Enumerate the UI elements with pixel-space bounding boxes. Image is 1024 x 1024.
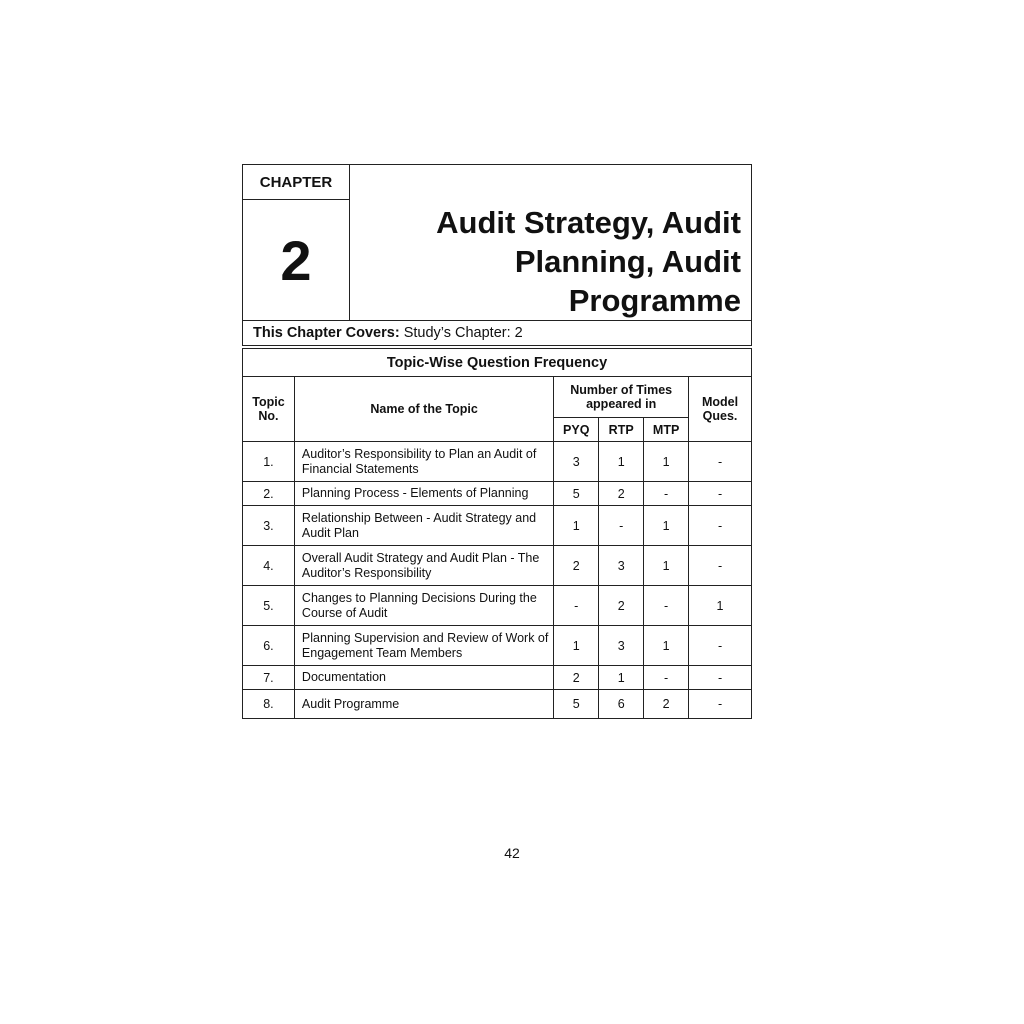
table-row — [243, 442, 752, 482]
chapter-label: CHAPTER — [243, 165, 350, 200]
table-row — [243, 666, 752, 690]
header-rtp: RTP — [599, 418, 644, 442]
rtp-cell: - — [599, 506, 644, 546]
mtp-cell: 2 — [644, 690, 689, 719]
header-mtp: MTP — [644, 418, 689, 442]
topic-name-cell: Audit Programme — [294, 690, 553, 719]
pyq-cell: - — [554, 586, 599, 626]
topic-frequency-table — [242, 348, 752, 719]
pyq-cell: 1 — [554, 626, 599, 666]
topic-name-cell: Overall Audit Strategy and Audit Plan - The Auditor’s Responsibility — [294, 546, 553, 586]
header-topic-name: Name of the Topic — [294, 377, 553, 442]
mtp-cell: 1 — [644, 506, 689, 546]
mtp-cell: - — [644, 482, 689, 506]
header-times-appeared: Number of Times appeared in — [554, 377, 689, 418]
model-ques-cell: - — [689, 506, 752, 546]
header-pyq: PYQ — [554, 418, 599, 442]
rtp-cell: 1 — [599, 666, 644, 690]
table-title: Topic-Wise Question Frequency — [243, 349, 752, 377]
covers-label: This Chapter Covers: — [253, 325, 400, 341]
table-row — [243, 546, 752, 586]
topic-name-cell: Documentation — [294, 666, 553, 690]
pyq-cell: 2 — [554, 666, 599, 690]
rtp-cell: 3 — [599, 546, 644, 586]
mtp-cell: 1 — [644, 546, 689, 586]
topic-no-cell: 5. — [243, 586, 295, 626]
topic-name-cell: Changes to Planning Decisions During the Course of Audit — [294, 586, 553, 626]
model-ques-cell: - — [689, 442, 752, 482]
topic-name-cell: Relationship Between - Audit Strategy and Audit Plan — [294, 506, 553, 546]
pyq-cell: 1 — [554, 506, 599, 546]
model-ques-cell: - — [689, 626, 752, 666]
page-number: 42 — [504, 845, 520, 861]
topic-name-cell: Planning Supervision and Review of Work of Engagement Team Members — [294, 626, 553, 666]
mtp-cell: - — [644, 666, 689, 690]
model-ques-cell: - — [689, 546, 752, 586]
pyq-cell: 3 — [554, 442, 599, 482]
topic-no-cell: 4. — [243, 546, 295, 586]
topic-no-cell: 2. — [243, 482, 295, 506]
model-ques-cell: - — [689, 482, 752, 506]
topic-no-cell: 7. — [243, 666, 295, 690]
topic-no-cell: 8. — [243, 690, 295, 719]
chapter-header — [242, 164, 752, 346]
table-row — [243, 690, 752, 719]
table-row — [243, 482, 752, 506]
pyq-cell: 5 — [554, 690, 599, 719]
mtp-cell: - — [644, 586, 689, 626]
rtp-cell: 2 — [599, 482, 644, 506]
table-row — [243, 586, 752, 626]
pyq-cell: 5 — [554, 482, 599, 506]
model-ques-cell: - — [689, 666, 752, 690]
topic-no-cell: 3. — [243, 506, 295, 546]
topic-name-cell: Auditor’s Responsibility to Plan an Audit of Financial Statements — [294, 442, 553, 482]
rtp-cell: 1 — [599, 442, 644, 482]
table-row — [243, 506, 752, 546]
rtp-cell: 6 — [599, 690, 644, 719]
header-model-ques: Model Ques. — [689, 377, 752, 442]
topic-no-cell: 1. — [243, 442, 295, 482]
rtp-cell: 3 — [599, 626, 644, 666]
topic-no-cell: 6. — [243, 626, 295, 666]
chapter-number: 2 — [243, 200, 350, 320]
header-topic-no: Topic No. — [243, 377, 295, 442]
mtp-cell: 1 — [644, 442, 689, 482]
chapter-title: Audit Strategy, Audit Planning, Audit Programme — [436, 205, 741, 318]
model-ques-cell: 1 — [689, 586, 752, 626]
covers-value: Study’s Chapter: 2 — [403, 325, 523, 341]
topic-name-cell: Planning Process - Elements of Planning — [294, 482, 553, 506]
model-ques-cell: - — [689, 690, 752, 719]
chapter-covers — [243, 320, 751, 347]
pyq-cell: 2 — [554, 546, 599, 586]
mtp-cell: 1 — [644, 626, 689, 666]
table-row — [243, 626, 752, 666]
rtp-cell: 2 — [599, 586, 644, 626]
